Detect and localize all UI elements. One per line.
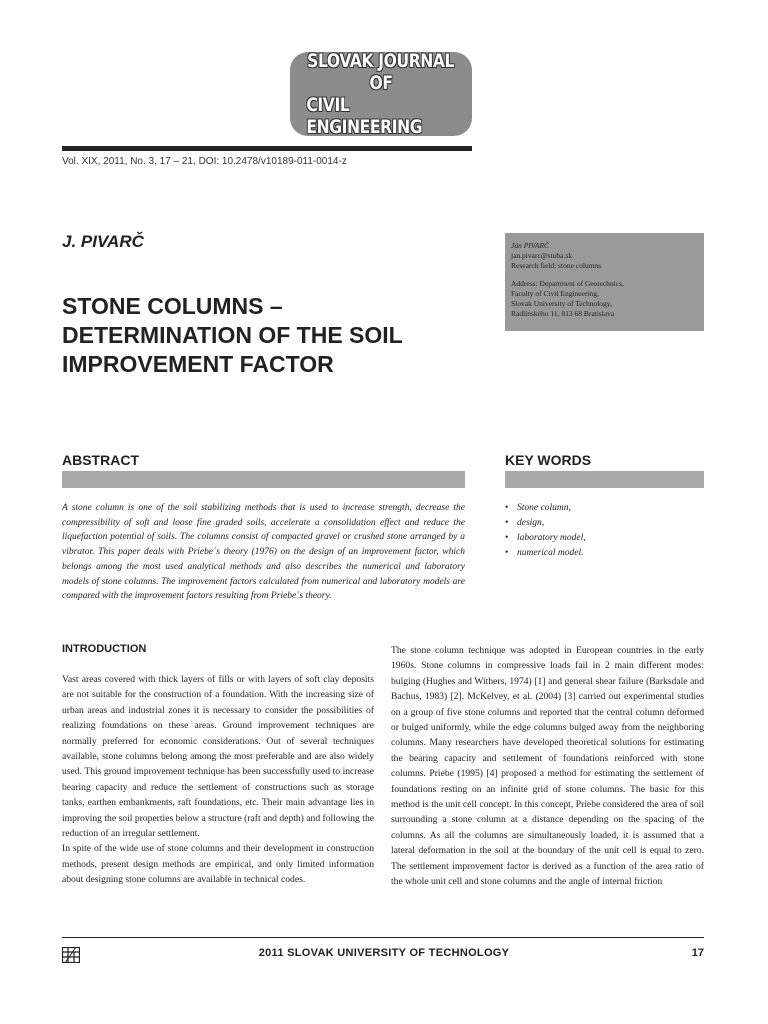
abstract-heading: ABSTRACT	[62, 452, 139, 468]
author-name: J. PIVARČ	[62, 232, 144, 251]
keywords-list	[505, 501, 586, 561]
author-box-address-2: Faculty of Civil Engineering,	[511, 289, 599, 298]
keyword-item: • Stone column,	[505, 501, 586, 516]
intro-paragraph-2: In spite of the wide use of stone columns and their development in construction methods, present design methods are empirical, and only limited information about designing stone columns are available in technical codes.	[62, 843, 374, 886]
logo-line-2: OF	[369, 72, 393, 94]
body-column-right	[391, 643, 704, 890]
keyword-item: • design,	[505, 516, 586, 531]
author-box-email[interactable]: jan.pivarc@stuba.sk	[511, 251, 573, 260]
author-box-research: Research field: stone columns	[511, 261, 602, 270]
introduction-heading: INTRODUCTION	[62, 643, 147, 655]
author-info-box	[505, 233, 704, 331]
author-box-address-1: Address: Department of Geotechnics,	[511, 279, 624, 288]
keyword-item: • numerical model.	[505, 546, 586, 561]
author-box-name: Ján PIVARČ	[511, 241, 549, 250]
page-number: 17	[691, 947, 704, 959]
title-line-3: IMPROVEMENT FACTOR	[62, 351, 334, 377]
keywords-bar	[505, 471, 704, 488]
intro-paragraph-3: The stone column technique was adopted in European countries in the early 1960s. Stone columns in compressive loads fail in 2 main different modes: bulging (Hughes and Withers, 1974) [1] and general shear failure (Barksdale and Bachus, 1983) [2]. McKelvey, et al. (2004) [3] carried out experimental studies on a group of five stone columns and reported that the central column deformed or bulged uniformly, while the edge columns bulged away from the neighboring columns. Many researchers have developed theoretical solutions for estimating the bearing capacity and settlement of foundations reinforced with stone columns. Priebe (1995) [4] proposed a method for estimating the settlement of foundations resting on an infinite grid of stone columns. The basic for this method is the unit cell concept. In this concept, Priebe considered the area of soil surrounding a stone column at a distance depending on the spacing of the columns. As all the columns are simultaneously loaded, it is assumed that a lateral deformation in the soil at the boundary of the unit cell is equal to zero. The settlement improvement factor is derived as a function of the area ratio of the whole unit cell and stone columns and the angle of internal friction	[391, 645, 704, 888]
footer-text: 2011 SLOVAK UNIVERSITY OF TECHNOLOGY	[258, 947, 510, 959]
footer-rule	[62, 937, 704, 938]
author-box-address-3: Slovak University of Technology,	[511, 299, 612, 308]
logo-line-3: CIVIL ENGINEERING	[306, 94, 423, 138]
journal-logo	[290, 52, 472, 136]
title-line-2: DETERMINATION OF THE SOIL	[62, 322, 403, 348]
logo-line-1: SLOVAK JOURNAL	[307, 50, 455, 72]
abstract-text: A stone column is one of the soil stabilizing methods that is used to increase strength, decrease the compressibility of soft and loose fine graded soils, accelerate a consolidation effect and reduce the liquefaction potential of soils. The columns consist of compacted gravel or crushed stone arranged by a vibrator. This paper deals with Priebe´s theory (1976) on the design of an improvement factor, which belongs among the most used analytical methods and also describes the numerical and laboratory models of stone columns. The improvement factors calculated from numerical and laboratory models are compared with the improvement factors resulting from Priebe´s theory.	[62, 503, 465, 602]
keyword-item: • laboratory model,	[505, 531, 586, 546]
citation: Vol. XIX, 2011, No. 3, 17 – 21, DOI: 10.2478/v10189-011-0014-z	[62, 156, 347, 167]
intro-paragraph-1: Vast areas covered with thick layers of fills or with layers of soft clay deposits are not suitable for the construction of a foundation. With the increasing size of urban areas and industrial zones it is necessary to consider the possibilities of realizing foundations on these areas. Ground improvement techniques are normally preferred for economic considerations. Out of several techniques available, stone columns belong among the most preferable and are also widely used. This ground improvement technique has been successfully used to increase bearing capacity and reduce the settlement of constructions such as storage tanks, earthen embankments, raft foundations, etc. Their main advantage lies in improving the soil properties below a structure (raft and depth) and following the reduction of an irregular settlement.	[62, 674, 374, 840]
body-column-left	[62, 672, 374, 888]
keywords-heading: KEY WORDS	[505, 452, 592, 468]
abstract-bar	[62, 471, 465, 488]
header-rule	[62, 146, 472, 151]
author-box-address-4: Radlinského 11, 813 68 Bratislava	[511, 309, 615, 318]
title-line-1: STONE COLUMNS –	[62, 293, 283, 319]
paper-title	[62, 292, 482, 379]
